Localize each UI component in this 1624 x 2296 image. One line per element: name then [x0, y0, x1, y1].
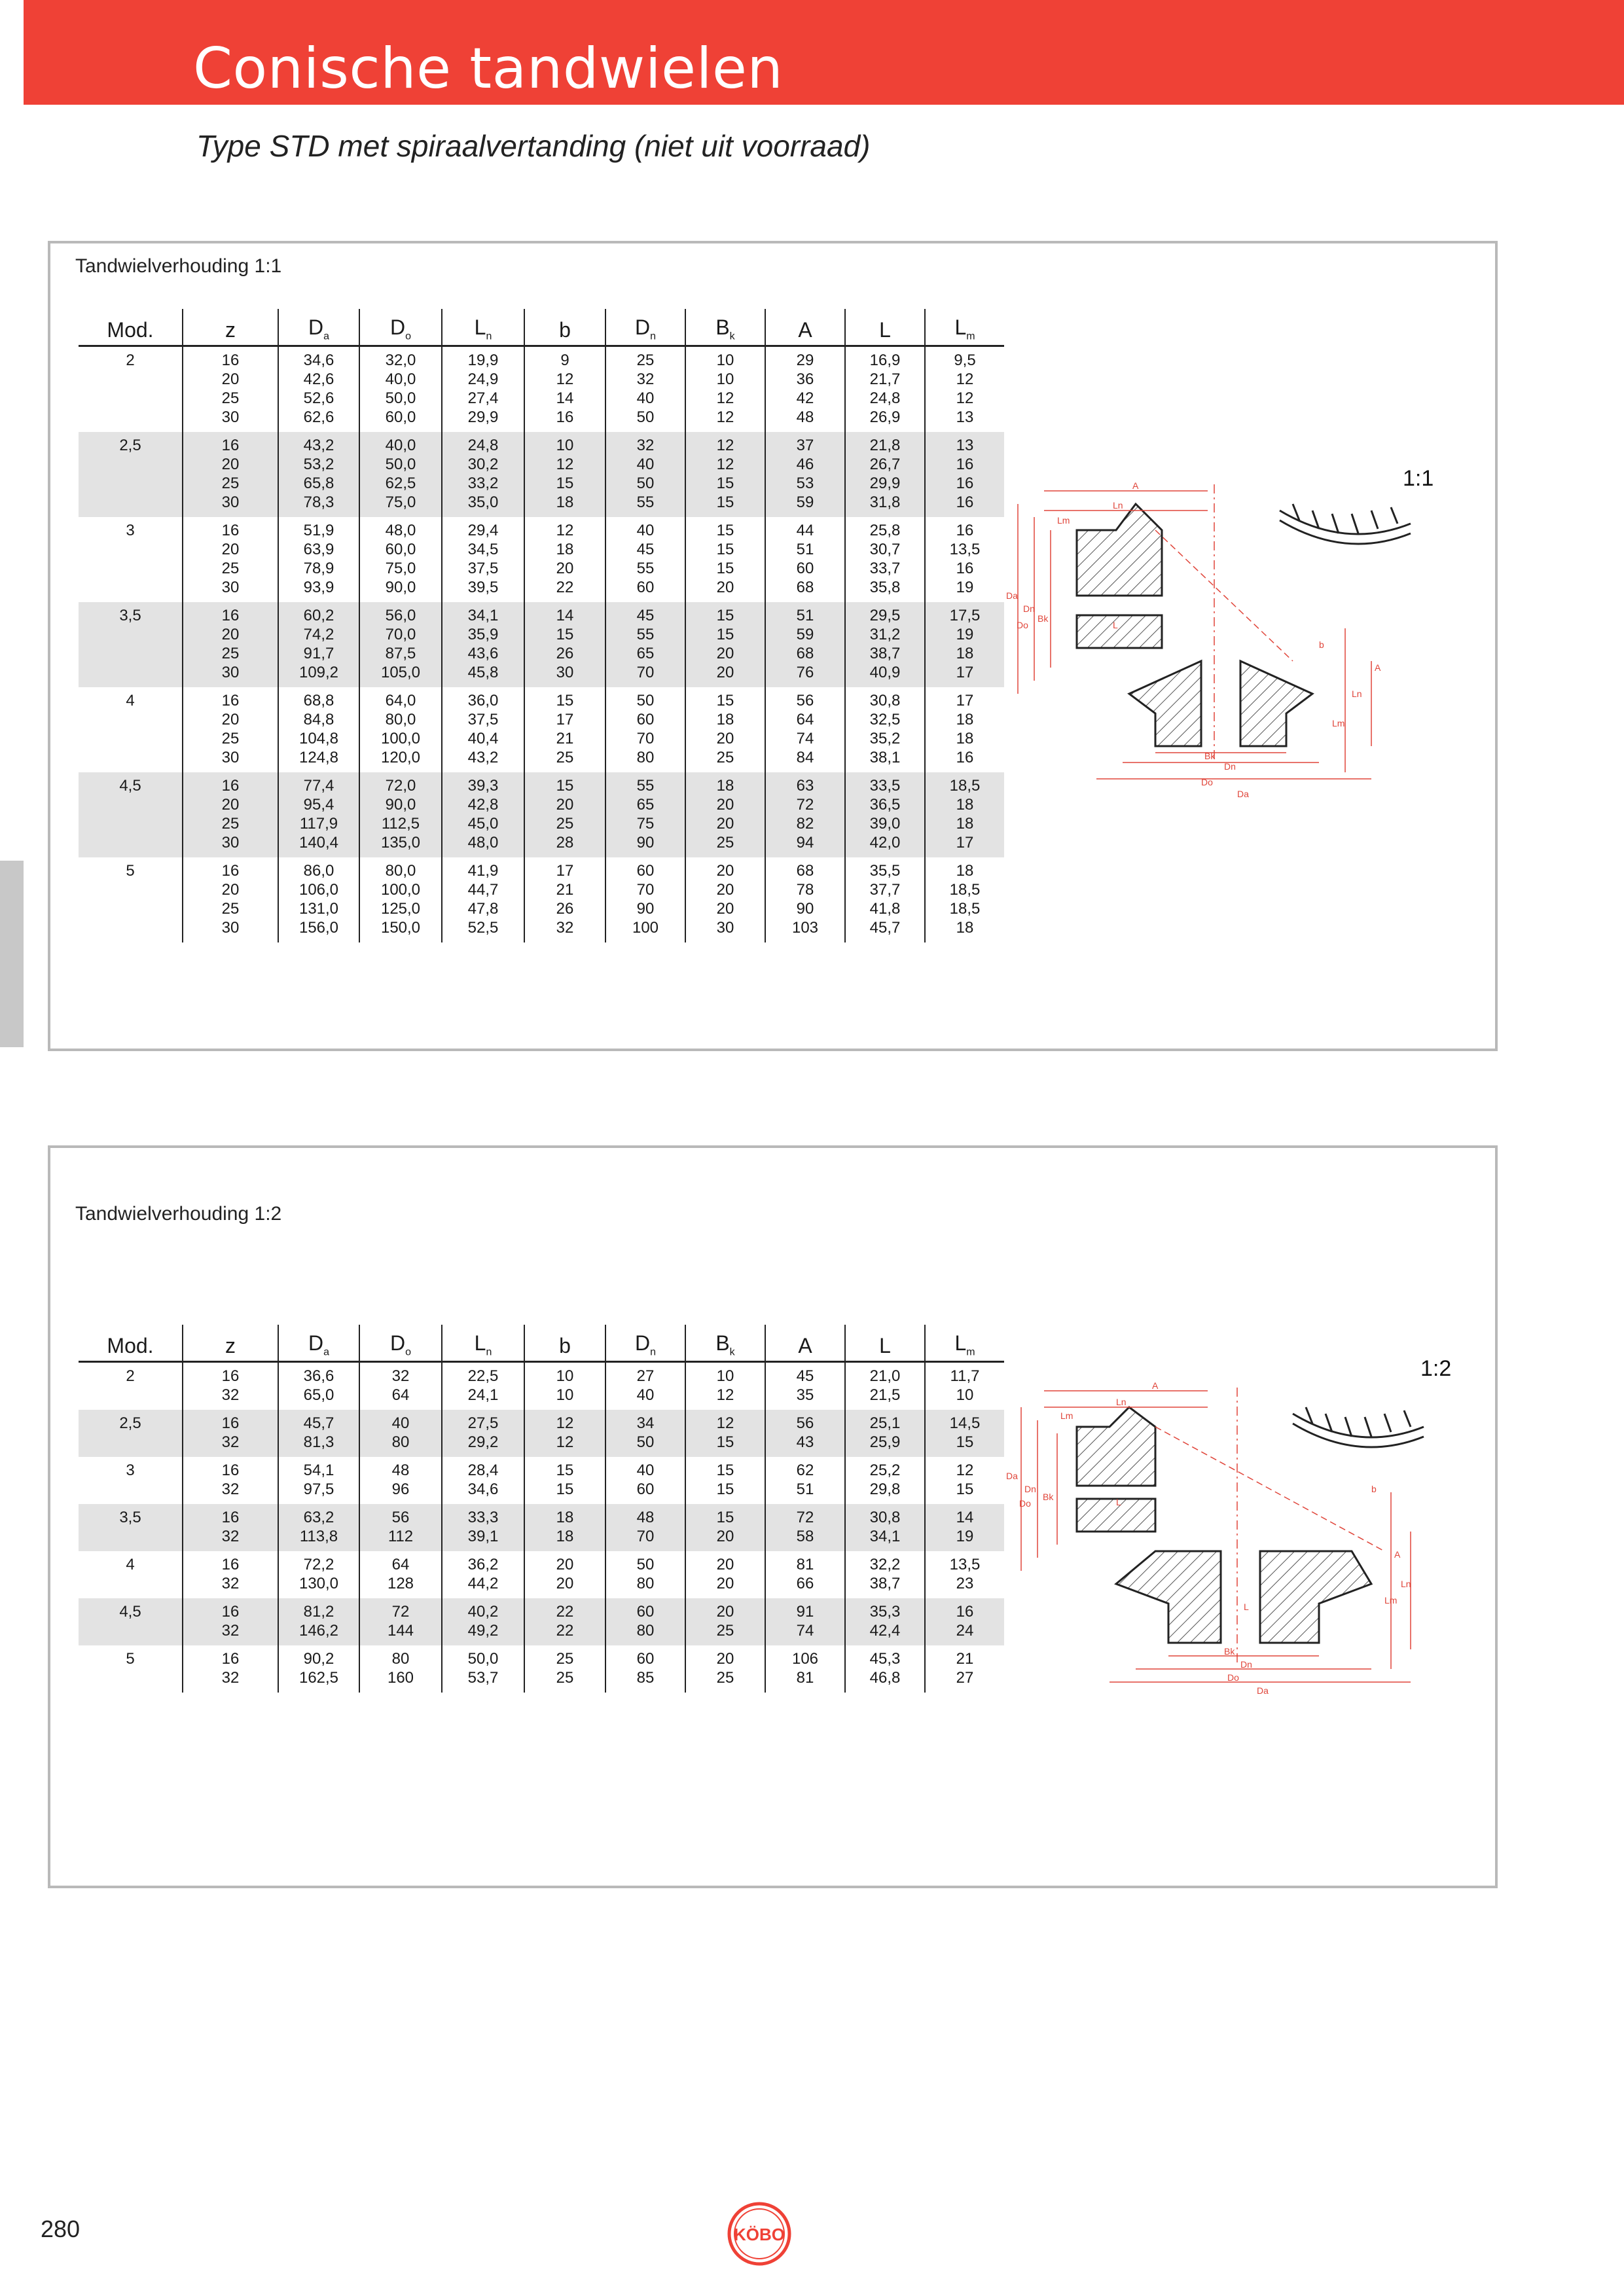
module-cell: 4,5 — [79, 772, 183, 857]
label-ln: Ln — [1401, 1579, 1411, 1589]
value-cell: 81 66 — [765, 1551, 845, 1598]
column-header: $D_o$ — [359, 309, 442, 346]
value-cell: 20 20 20 30 — [685, 857, 765, 942]
label-bk: Bk — [1038, 613, 1049, 624]
column-header: b — [524, 309, 605, 346]
column-header: A — [765, 309, 845, 346]
value-cell: 90,2 162,5 — [278, 1645, 359, 1693]
module-cell: 4,5 — [79, 1598, 183, 1645]
label-ln: Ln — [1352, 689, 1362, 699]
value-cell: 20 20 — [524, 1551, 605, 1598]
value-cell: 34,6 42,6 52,6 62,6 — [278, 346, 359, 433]
column-header: $L_n$ — [442, 309, 524, 346]
side-section-tab — [0, 861, 24, 1047]
value-cell: 40 45 55 60 — [605, 517, 685, 602]
value-cell: 25,1 25,9 — [845, 1410, 925, 1457]
value-cell: 9 12 14 16 — [524, 346, 605, 433]
value-cell: 16 20 25 30 — [183, 772, 278, 857]
label-da: Da — [1006, 590, 1018, 601]
value-cell: 56,0 70,0 87,5 105,0 — [359, 602, 442, 687]
value-cell: 48 70 — [605, 1504, 685, 1551]
value-cell: 51,9 63,9 78,9 93,9 — [278, 517, 359, 602]
value-cell: 36,6 65,0 — [278, 1362, 359, 1410]
value-cell: 15 20 — [685, 1504, 765, 1551]
value-cell: 25,2 29,8 — [845, 1457, 925, 1504]
value-cell: 21 27 — [925, 1645, 1004, 1693]
label-bk: Bk — [1224, 1646, 1235, 1657]
value-cell: 22 22 — [524, 1598, 605, 1645]
value-cell: 16 20 25 30 — [183, 857, 278, 942]
label-b: b — [1319, 639, 1324, 650]
value-cell: 33,5 36,5 39,0 42,0 — [845, 772, 925, 857]
value-cell: 56 64 74 84 — [765, 687, 845, 772]
value-cell: 25 32 40 50 — [605, 346, 685, 433]
value-cell: 25,8 30,7 33,7 35,8 — [845, 517, 925, 602]
value-cell: 15 17 21 25 — [524, 687, 605, 772]
value-cell: 27 40 — [605, 1362, 685, 1410]
column-header: $D_n$ — [605, 309, 685, 346]
value-cell: 60 70 90 100 — [605, 857, 685, 942]
value-cell: 28,4 34,6 — [442, 1457, 524, 1504]
column-header: $L_n$ — [442, 1325, 524, 1362]
label-do: Do — [1019, 1498, 1031, 1509]
label-dn: Dn — [1023, 603, 1035, 614]
value-cell: 10 12 — [685, 1362, 765, 1410]
value-cell: 16 32 — [183, 1457, 278, 1504]
value-cell: 36,0 37,5 40,4 43,2 — [442, 687, 524, 772]
value-cell: 35,5 37,7 41,8 45,7 — [845, 857, 925, 942]
value-cell: 72 144 — [359, 1598, 442, 1645]
value-cell: 40,2 49,2 — [442, 1598, 524, 1645]
value-cell: 43,2 53,2 65,8 78,3 — [278, 432, 359, 517]
value-cell: 80 160 — [359, 1645, 442, 1693]
value-cell: 64 128 — [359, 1551, 442, 1598]
spec-table-1-2 — [79, 1325, 1004, 1693]
value-cell: 55 65 75 90 — [605, 772, 685, 857]
value-cell: 29 36 42 48 — [765, 346, 845, 433]
value-cell: 18 20 20 25 — [685, 772, 765, 857]
value-cell: 16 32 — [183, 1362, 278, 1410]
module-cell: 3 — [126, 1462, 135, 1479]
value-cell: 63 72 82 94 — [765, 772, 845, 857]
logo-text: KÖBO — [734, 2225, 785, 2244]
value-cell: 9,5 12 12 13 — [925, 346, 1004, 433]
value-cell: 16 32 — [183, 1598, 278, 1645]
gear-section — [1077, 1407, 1371, 1643]
value-cell: 16 20 25 30 — [183, 602, 278, 687]
value-cell: 60,2 74,2 91,7 109,2 — [278, 602, 359, 687]
value-cell: 45 55 65 70 — [605, 602, 685, 687]
value-cell: 32 40 50 55 — [605, 432, 685, 517]
column-header: Mod. — [79, 309, 183, 346]
value-cell: 14 19 — [925, 1504, 1004, 1551]
column-header: $L_m$ — [925, 309, 1004, 346]
value-cell: 30,8 32,5 35,2 38,1 — [845, 687, 925, 772]
value-cell: 45,7 81,3 — [278, 1410, 359, 1457]
value-cell: 16 32 — [183, 1645, 278, 1693]
value-cell: 13 16 16 16 — [925, 432, 1004, 517]
page-number: 280 — [41, 2215, 81, 2242]
value-cell: 68 78 90 103 — [765, 857, 845, 942]
value-cell: 27,5 29,2 — [442, 1410, 524, 1457]
value-cell: 14 15 26 30 — [524, 602, 605, 687]
value-cell: 18 18 — [524, 1504, 605, 1551]
table-row — [79, 1410, 1004, 1457]
ratio-label: 1:1 — [1403, 466, 1434, 491]
table-header-row — [79, 309, 1004, 346]
value-cell: 81,2 146,2 — [278, 1598, 359, 1645]
value-cell: 72 58 — [765, 1504, 845, 1551]
spec-table-1-1 — [79, 309, 1004, 942]
value-cell: 51 59 68 76 — [765, 602, 845, 687]
value-cell: 14,5 15 — [925, 1410, 1004, 1457]
table-row — [79, 687, 1004, 772]
value-cell: 11,7 10 — [925, 1362, 1004, 1410]
value-cell: 12 15 — [685, 1410, 765, 1457]
value-cell: 77,4 95,4 117,9 140,4 — [278, 772, 359, 857]
column-header: $D_o$ — [359, 1325, 442, 1362]
value-cell: 20 25 — [685, 1645, 765, 1693]
table-row — [79, 1598, 1004, 1645]
value-cell: 39,3 42,8 45,0 48,0 — [442, 772, 524, 857]
column-header: z — [183, 1325, 278, 1362]
value-cell: 45,3 46,8 — [845, 1645, 925, 1693]
label-bk: Bk — [1043, 1492, 1054, 1502]
value-cell: 33,3 39,1 — [442, 1504, 524, 1551]
label-a: A — [1132, 480, 1139, 491]
label-da: Da — [1006, 1471, 1018, 1481]
module-cell: 3,5 — [79, 602, 183, 687]
value-cell: 16 20 25 30 — [183, 432, 278, 517]
module-cell: 4 — [126, 1556, 135, 1573]
value-cell: 62 51 — [765, 1457, 845, 1504]
module-cell: 5 — [126, 1650, 135, 1668]
bevel-gear-diagram-1-2 — [1005, 1335, 1452, 1708]
value-cell: 29,4 34,5 37,5 39,5 — [442, 517, 524, 602]
label-lm: Lm — [1057, 515, 1070, 526]
value-cell: 21,0 21,5 — [845, 1362, 925, 1410]
value-cell: 50,0 53,7 — [442, 1645, 524, 1693]
value-cell: 21,8 26,7 29,9 31,8 — [845, 432, 925, 517]
value-cell: 25 25 — [524, 1645, 605, 1693]
table-row — [79, 346, 1004, 433]
page-subtitle: Type STD met spiraalvertanding (niet uit voorraad) — [196, 129, 871, 163]
label-l: L — [1116, 1497, 1121, 1507]
value-cell: 15 15 — [524, 1457, 605, 1504]
value-cell: 17 21 26 32 — [524, 857, 605, 942]
page-title: Conische tandwielen — [193, 36, 784, 101]
module-cell: 4 — [126, 692, 135, 709]
value-cell: 13,5 23 — [925, 1551, 1004, 1598]
value-cell: 19,9 24,9 27,4 29,9 — [442, 346, 524, 433]
label-lm: Lm — [1384, 1595, 1398, 1605]
value-cell: 16 32 — [183, 1410, 278, 1457]
panel-title: Tandwielverhouding 1:2 — [75, 1203, 282, 1225]
value-cell: 48,0 60,0 75,0 90,0 — [359, 517, 442, 602]
label-l: L — [1244, 1602, 1249, 1612]
value-cell: 12 18 20 22 — [524, 517, 605, 602]
kobo-logo — [727, 2201, 792, 2267]
value-cell: 17,5 19 18 17 — [925, 602, 1004, 687]
value-cell: 12 12 — [524, 1410, 605, 1457]
label-bk: Bk — [1204, 751, 1216, 761]
spiral-gear-icon — [1280, 504, 1411, 544]
value-cell: 15 15 15 20 — [685, 517, 765, 602]
value-cell: 40 80 — [359, 1410, 442, 1457]
value-cell: 72,0 90,0 112,5 135,0 — [359, 772, 442, 857]
value-cell: 20 20 — [685, 1551, 765, 1598]
column-header: Mod. — [79, 1325, 183, 1362]
gear-section — [1077, 504, 1312, 746]
label-b: b — [1371, 1484, 1377, 1494]
value-cell: 34 50 — [605, 1410, 685, 1457]
column-header: $L_m$ — [925, 1325, 1004, 1362]
value-cell: 44 51 60 68 — [765, 517, 845, 602]
value-cell: 40,0 50,0 62,5 75,0 — [359, 432, 442, 517]
value-cell: 24,8 30,2 33,2 35,0 — [442, 432, 524, 517]
value-cell: 56 43 — [765, 1410, 845, 1457]
table-row — [79, 432, 1004, 517]
value-cell: 16 20 25 30 — [183, 517, 278, 602]
label-da: Da — [1237, 789, 1249, 799]
value-cell: 16 13,5 16 19 — [925, 517, 1004, 602]
table-row — [79, 602, 1004, 687]
ratio-label: 1:2 — [1420, 1356, 1452, 1381]
value-cell: 36,2 44,2 — [442, 1551, 524, 1598]
module-cell: 2,5 — [79, 1410, 183, 1457]
label-lm: Lm — [1332, 718, 1345, 728]
label-a: A — [1152, 1380, 1159, 1391]
column-header: z — [183, 309, 278, 346]
module-cell: 3,5 — [79, 1504, 183, 1551]
column-header: $D_a$ — [278, 309, 359, 346]
value-cell: 16 32 — [183, 1504, 278, 1551]
value-cell: 32,2 38,7 — [845, 1551, 925, 1598]
value-cell: 16 20 25 30 — [183, 687, 278, 772]
module-cell: 5 — [126, 862, 135, 880]
value-cell: 60 80 — [605, 1598, 685, 1645]
label-a: A — [1394, 1549, 1401, 1560]
panel-title: Tandwielverhouding 1:1 — [75, 255, 282, 277]
value-cell: 16 24 — [925, 1598, 1004, 1645]
value-cell: 29,5 31,2 38,7 40,9 — [845, 602, 925, 687]
value-cell: 72,2 130,0 — [278, 1551, 359, 1598]
value-cell: 63,2 113,8 — [278, 1504, 359, 1551]
label-dn: Dn — [1224, 761, 1236, 772]
value-cell: 15 20 25 28 — [524, 772, 605, 857]
value-cell: 20 25 — [685, 1598, 765, 1645]
label-lm: Lm — [1060, 1410, 1074, 1421]
label-do: Do — [1017, 620, 1028, 630]
column-header: $D_a$ — [278, 1325, 359, 1362]
value-cell: 18,5 18 18 17 — [925, 772, 1004, 857]
value-cell: 106 81 — [765, 1645, 845, 1693]
value-cell: 17 18 18 16 — [925, 687, 1004, 772]
table-row — [79, 857, 1004, 942]
table-row — [79, 1362, 1004, 1410]
label-dn: Dn — [1024, 1484, 1036, 1494]
value-cell: 35,3 42,4 — [845, 1598, 925, 1645]
value-cell: 86,0 106,0 131,0 156,0 — [278, 857, 359, 942]
value-cell: 34,1 35,9 43,6 45,8 — [442, 602, 524, 687]
bevel-gear-diagram-1-1 — [1005, 432, 1437, 805]
value-cell: 50 60 70 80 — [605, 687, 685, 772]
value-cell: 37 46 53 59 — [765, 432, 845, 517]
column-header: L — [845, 1325, 925, 1362]
value-cell: 48 96 — [359, 1457, 442, 1504]
table-row — [79, 1551, 1004, 1598]
label-do: Do — [1201, 777, 1213, 787]
value-cell: 64,0 80,0 100,0 120,0 — [359, 687, 442, 772]
table-row — [79, 1504, 1004, 1551]
value-cell: 15 18 20 25 — [685, 687, 765, 772]
label-do: Do — [1227, 1672, 1239, 1683]
table-row — [79, 1457, 1004, 1504]
column-header: $D_n$ — [605, 1325, 685, 1362]
module-cell: 3 — [126, 522, 135, 539]
value-cell: 30,8 34,1 — [845, 1504, 925, 1551]
value-cell: 32,0 40,0 50,0 60,0 — [359, 346, 442, 433]
column-header: b — [524, 1325, 605, 1362]
value-cell: 56 112 — [359, 1504, 442, 1551]
value-cell: 16,9 21,7 24,8 26,9 — [845, 346, 925, 433]
value-cell: 40 60 — [605, 1457, 685, 1504]
label-da: Da — [1257, 1685, 1269, 1696]
column-header: A — [765, 1325, 845, 1362]
value-cell: 10 10 — [524, 1362, 605, 1410]
spiral-gear-icon — [1293, 1407, 1424, 1447]
value-cell: 10 10 12 12 — [685, 346, 765, 433]
value-cell: 18 18,5 18,5 18 — [925, 857, 1004, 942]
label-ln: Ln — [1116, 1397, 1127, 1407]
value-cell: 50 80 — [605, 1551, 685, 1598]
column-header: L — [845, 309, 925, 346]
value-cell: 45 35 — [765, 1362, 845, 1410]
value-cell: 32 64 — [359, 1362, 442, 1410]
column-header: $B_k$ — [685, 309, 765, 346]
table-row — [79, 517, 1004, 602]
value-cell: 12 15 — [925, 1457, 1004, 1504]
table-header-row — [79, 1325, 1004, 1362]
value-cell: 15 15 — [685, 1457, 765, 1504]
value-cell: 41,9 44,7 47,8 52,5 — [442, 857, 524, 942]
value-cell: 16 20 25 30 — [183, 346, 278, 433]
table-row — [79, 1645, 1004, 1693]
module-cell: 2 — [126, 351, 135, 369]
value-cell: 68,8 84,8 104,8 124,8 — [278, 687, 359, 772]
value-cell: 80,0 100,0 125,0 150,0 — [359, 857, 442, 942]
label-a: A — [1375, 662, 1381, 673]
value-cell: 54,1 97,5 — [278, 1457, 359, 1504]
value-cell: 15 15 20 20 — [685, 602, 765, 687]
module-cell: 2,5 — [79, 432, 183, 517]
module-cell: 2 — [126, 1367, 135, 1385]
value-cell: 10 12 15 18 — [524, 432, 605, 517]
column-header: $B_k$ — [685, 1325, 765, 1362]
value-cell: 16 32 — [183, 1551, 278, 1598]
label-dn: Dn — [1240, 1659, 1252, 1670]
label-ln: Ln — [1113, 500, 1123, 511]
value-cell: 60 85 — [605, 1645, 685, 1693]
table-row — [79, 772, 1004, 857]
label-l: L — [1113, 620, 1118, 630]
value-cell: 91 74 — [765, 1598, 845, 1645]
value-cell: 12 12 15 15 — [685, 432, 765, 517]
value-cell: 22,5 24,1 — [442, 1362, 524, 1410]
